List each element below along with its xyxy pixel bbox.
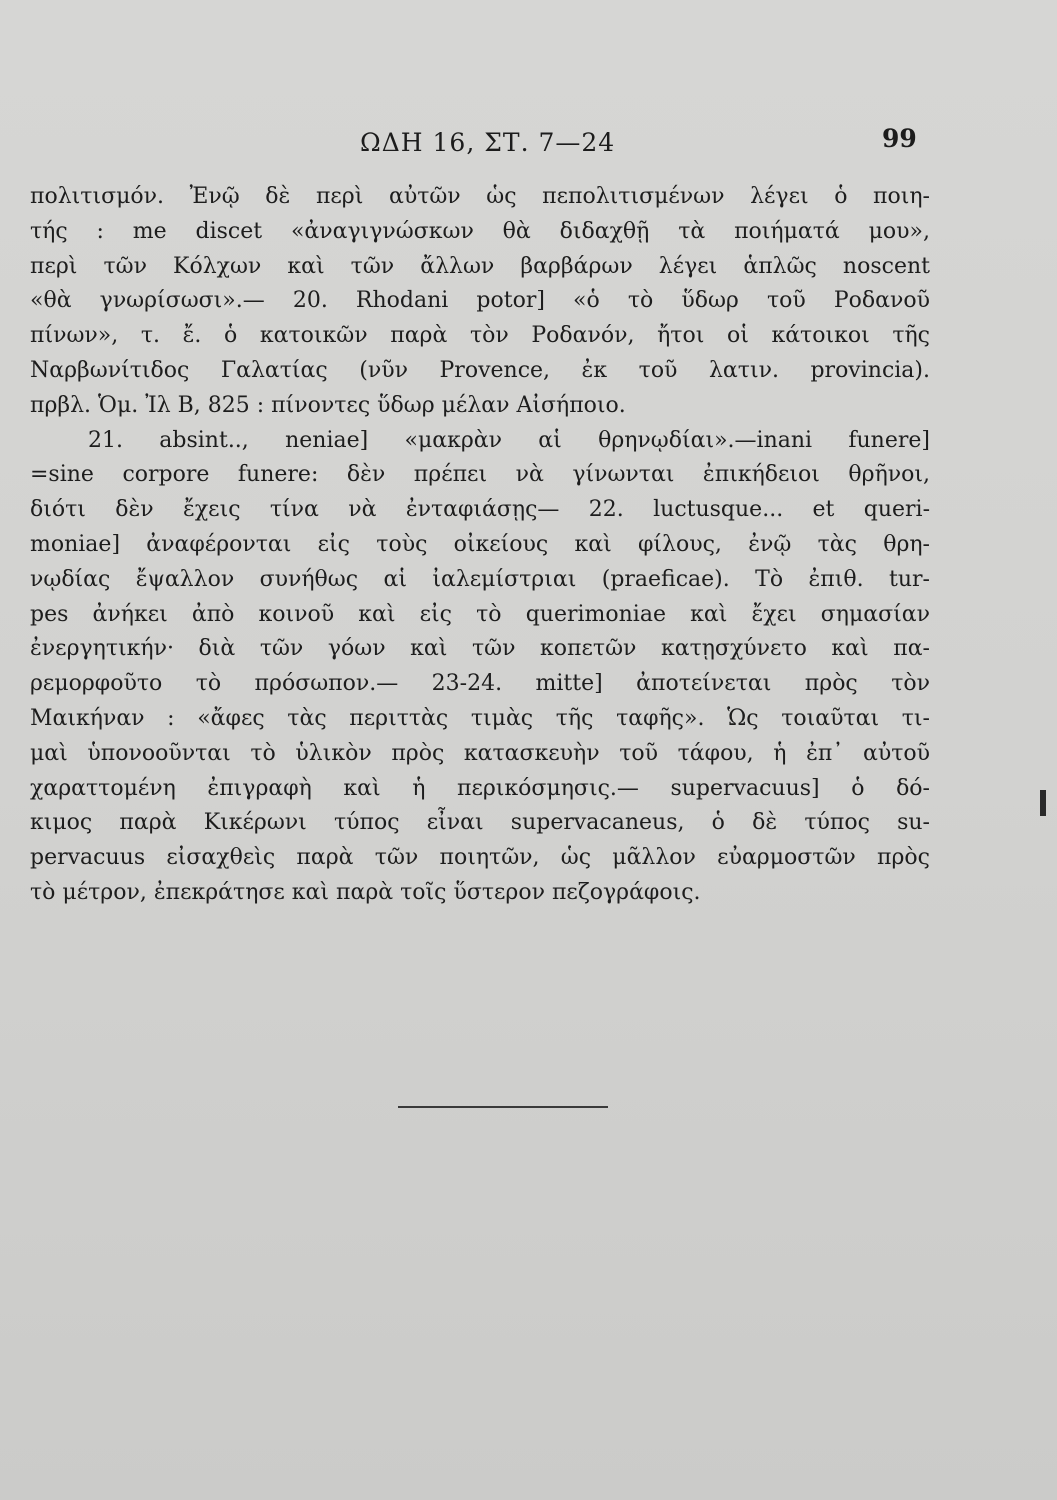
text-line: Ναρβωνίτιδος Γαλατίας (νῦν Provence, ἐκ τοῦ λατιν. provincia). (30, 357, 930, 383)
page-edge-mark (1040, 790, 1046, 816)
text-line: pervacuus εἰσαχθεὶς παρὰ τῶν ποιητῶν, ὡς μᾶλλον εὐαρμοστῶν πρὸς (30, 845, 930, 871)
page-number: 99 (882, 124, 917, 153)
text-line: κιμος παρὰ Κικέρωνι τύπος εἶναι supervacaneus, ὁ δὲ τύπος su- (30, 810, 930, 836)
text-line: τής : me discet «ἀναγιγνώσκων θὰ διδαχθῇ τὰ ποιήματά μου», (30, 218, 930, 244)
text-line: =sine corpore funere: δὲν πρέπει νὰ γίνωνται ἐπικήδειοι θρῆνοι, (30, 462, 930, 488)
text-line: 21. absint.., neniae] «μακρὰν αἱ θρηνῳδίαι».—inani funere] (88, 427, 930, 453)
text-line: Μαικήναν : «ἄφες τὰς περιττὰς τιμὰς τῆς ταφῆς». Ὡς τοιαῦται τι- (30, 705, 930, 731)
text-line: πίνων», τ. ἔ. ὁ κατοικῶν παρὰ τὸν Ροδανόν, ἤτοι οἱ κάτοικοι τῆς (30, 323, 930, 349)
section-divider (398, 1106, 608, 1108)
commentary-text (30, 180, 930, 911)
running-head: ΩΔΗ 16, ΣΤ. 7—24 (360, 128, 616, 157)
text-line: ἐνεργητικήν· διὰ τῶν γόων καὶ τῶν κοπετῶν κατῃσχύνετο καὶ πα- (30, 636, 930, 662)
text-line: τὸ μέτρον, ἐπεκράτησε καὶ παρὰ τοῖς ὕστερον πεζογράφοις. (30, 879, 701, 905)
text-line: νῳδίας ἔψαλλον συνήθως αἱ ἰαλεμίστριαι (praeficae). Τὸ ἐπιθ. tur- (30, 566, 930, 592)
text-line: πολιτισμόν. Ἐνῷ δὲ περὶ αὐτῶν ὡς πεπολιτισμένων λέγει ὁ ποιη- (30, 184, 930, 209)
text-line: pes ἀνήκει ἀπὸ κοινοῦ καὶ εἰς τὸ querimoniae καὶ ἔχει σημασίαν (30, 601, 930, 627)
text-line: πρβλ. Ὁμ. Ἰλ Β, 825 : πίνοντες ὕδωρ μέλαν Αἰσήποιο. (30, 392, 626, 418)
text-line: «θὰ γνωρίσωσι».— 20. Rhodani potor] «ὁ τὸ ὕδωρ τοῦ Ροδανοῦ (30, 288, 930, 314)
text-line: μαὶ ὑπονοοῦνται τὸ ὑλικὸν πρὸς κατασκευὴν τοῦ τάφου, ἡ ἐπ᾽ αὐτοῦ (30, 740, 930, 766)
text-line: moniae] ἀναφέρονται εἰς τοὺς οἰκείους καὶ φίλους, ἐνῷ τὰς θρη- (30, 531, 930, 557)
text-line: ρεμορφοῦτο τὸ πρόσωπον.— 23-24. mitte] ἀποτείνεται πρὸς τὸν (30, 671, 930, 697)
page-header (0, 124, 1057, 168)
text-line: διότι δὲν ἔχεις τίνα νὰ ἐνταφιάσῃς— 22. luctusque... et queri- (30, 497, 930, 523)
text-line: χαραττομένη ἐπιγραφὴ καὶ ἡ περικόσμησις.— supervacuus] ὁ δό- (30, 775, 930, 801)
text-line: περὶ τῶν Κόλχων καὶ τῶν ἄλλων βαρβάρων λέγει ἁπλῶς noscent (30, 253, 930, 279)
